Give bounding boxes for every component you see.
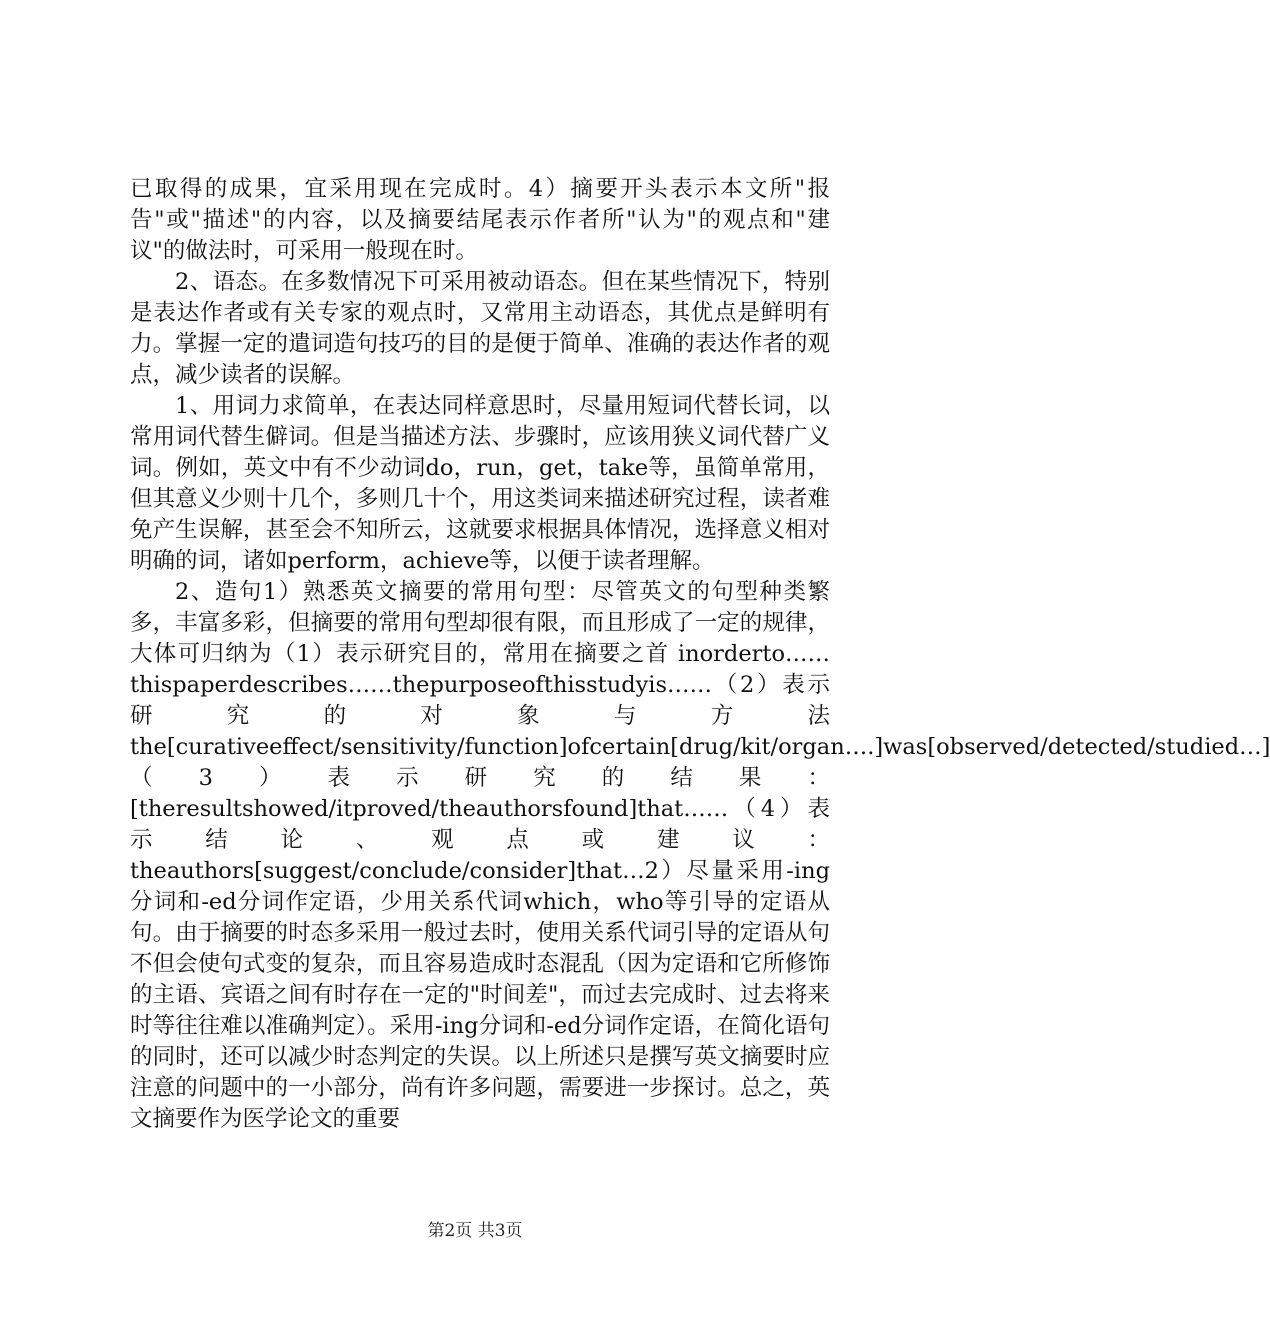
paragraph-sentence: 2、造句1）熟悉英文摘要的常用句型：尽管英文的句型种类繁多，丰富多彩，但摘要的常用句型却很有限，而且形成了一定的规律，大体可归纳为（1）表示研究目的，常用在摘要之首 inorderto……thispaperdescribes……thepurposeofthisstudyis……（2）表示研究的对象与方法the[curativeeffect/sensitivity/function]ofcertain[drug/kit/organ….]was[observed/detected/studied…]（3）表示研究的结果：[theresultshowed/itproved/theauthorsfound]that……（4）表示结论、观点或建议：theauthors[suggest/conclude/consider]that…2）尽量采用-ing分词和-ed分词作定语，少用关系代词which，who等引导的定语从句。由于摘要的时态多采用一般过去时，使用关系代词引导的定语从句不但会使句式变的复杂，而且容易造成时态混乱（因为定语和它所修饰的主语、宾语之间有时存在一定的"时间差"，而过去完成时、过去将来时等往往难以准确判定）。采用-ing分词和-ed分词作定语，在简化语句的同时，还可以减少时态判定的失误。以上所述只是撰写英文摘要时应注意的问题中的一小部分，尚有许多问题，需要进一步探讨。总之，英文摘要作为医学论文的重要 <box>130 579 1270 1132</box>
page-number-footer: 第2页 共3页 <box>427 1221 523 1241</box>
paragraph-continuation: 已取得的成果，宜采用现在完成时。4）摘要开头表示本文所"报告"或"描述"的内容，以及摘要结尾表示作者所"认为"的观点和"建议"的做法时，可采用一般现在时。 <box>130 176 830 264</box>
paragraph-voice: 2、语态。在多数情况下可采用被动语态。但在某些情况下，特别是表达作者或有关专家的观点时，又常用主动语态，其优点是鲜明有力。掌握一定的遣词造句技巧的目的是便于简单、准确的表达作者的观点，减少读者的误解。 <box>130 269 830 388</box>
paragraph-word-choice: 1、用词力求简单，在表达同样意思时，尽量用短词代替长词，以常用词代替生僻词。但是当描述方法、步骤时，应该用狭义词代替广义词。例如，英文中有不少动词do，run，get，take等，虽简单常用，但其意义少则十几个，多则几十个，用这类词来描述研究过程，读者难免产生误解，甚至会不知所云，这就要求根据具体情况，选择意义相对明确的词，诸如perform，achieve等，以便于读者理解。 <box>130 393 830 574</box>
document-body <box>130 174 1270 1135</box>
